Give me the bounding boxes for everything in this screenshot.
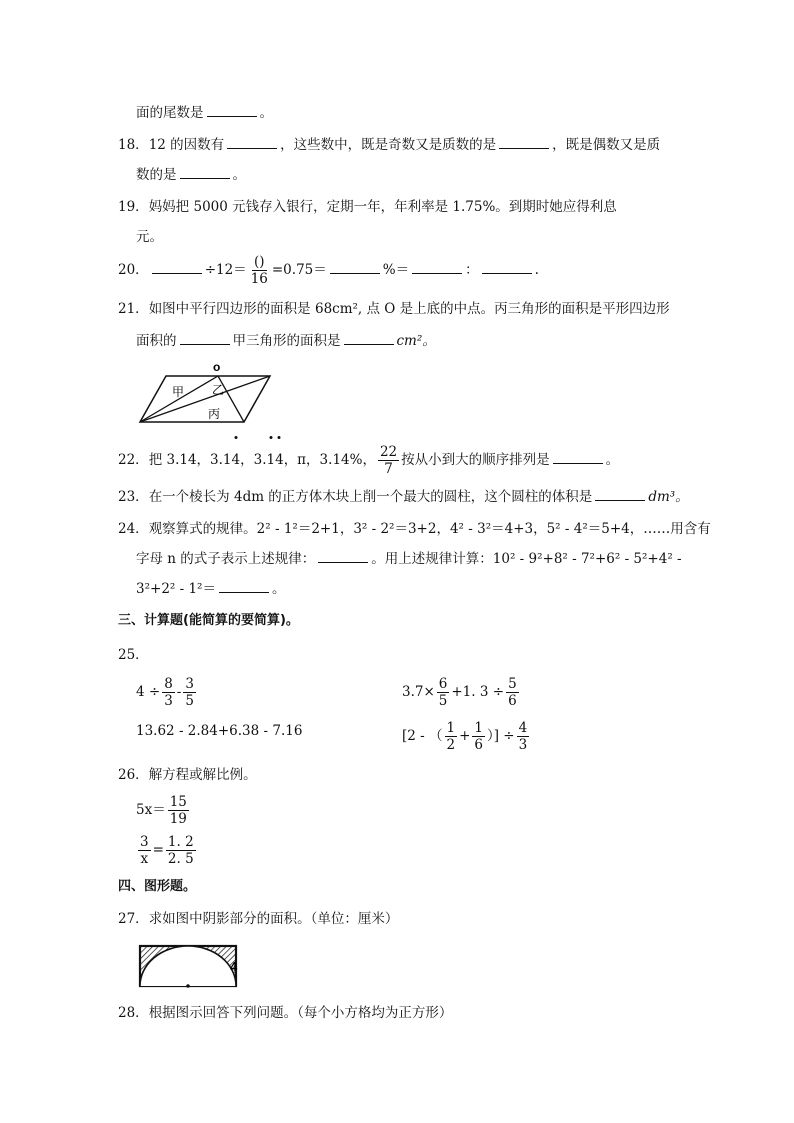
equation-1: 5x＝ $\frac{15}{19}$ — [136, 794, 187, 827]
fraction: $\frac{1}{2}$ — [446, 720, 456, 753]
question-24: 24．观察算式的规律。2² - 1²＝2+1，3² - 2²＝3+2，4² - 3²＝4+3，5² - 4²＝5+4，……用含有 — [118, 521, 711, 537]
q17-tail: 面的尾数是 。 — [136, 105, 273, 121]
question-23: 23．在一个棱长为 4dm 的正方体木块上削一个最大的圆柱，这个圆柱的体积是 dm³。 — [118, 489, 689, 505]
answer-blank[interactable] — [330, 261, 380, 274]
fraction: $\frac{15}{19}$ — [169, 794, 187, 827]
section-title: 四、图形题。 — [118, 879, 197, 894]
fraction: $\frac{8}{3}$ — [164, 676, 173, 709]
answer-blank[interactable] — [482, 261, 532, 274]
question-26: 26．解方程或解比例。 — [118, 767, 257, 783]
question-24-line3: 3²+2² - 1²＝ 。 — [136, 581, 286, 597]
section-title: 三、计算题(能简算的要简算)。 — [118, 613, 299, 628]
answer-blank[interactable] — [553, 451, 603, 464]
question-28: 28．根据图示回答下列问题。（每个小方格均为正方形） — [118, 1005, 453, 1021]
label-jia: 甲 — [172, 385, 185, 399]
question-18-line2: 数的是 。 — [136, 167, 246, 183]
expression-4: [2 - （ $\frac{1}{2}$ + $\frac{1}{6}$ ）] ÷ $\frac{4}{3}$ — [402, 720, 528, 753]
fraction: $\frac{()}{16}$ — [250, 254, 268, 287]
fraction: $\frac{3}{x}$ — [140, 834, 149, 867]
fraction: $\frac{6}{5}$ — [438, 676, 448, 709]
diagonal — [140, 376, 270, 422]
expression-3: 13.62 - 2.84+6.38 - 7.16 — [136, 723, 303, 739]
answer-blank[interactable] — [219, 580, 269, 593]
answer-blank[interactable] — [499, 136, 549, 149]
answer-blank[interactable] — [595, 488, 645, 501]
answer-blank[interactable] — [180, 166, 230, 179]
answer-blank[interactable] — [344, 332, 394, 345]
question-18: 18．12 的因数有 ，这些数中，既是奇数又是质数的是 ，既是偶数又是质 — [118, 137, 661, 153]
answer-blank[interactable] — [152, 261, 202, 274]
semicircle-figure — [136, 940, 246, 992]
answer-blank[interactable] — [412, 261, 462, 274]
expression-2: 3.7× $\frac{6}{5}$ +1. 3 ÷ $\frac{5}{6}$ — [402, 676, 517, 709]
answer-blank[interactable] — [318, 550, 368, 563]
question-19-line2: 元。 — [136, 229, 163, 245]
fraction: $\frac{5}{6}$ — [508, 676, 517, 709]
question-19: 19．妈妈把 5000 元钱存入银行，定期一年，年利率是 1.75%。到期时她应得利息 — [118, 199, 617, 215]
label-o: o — [213, 360, 221, 374]
fraction: $\frac{1. 2}{2. 5}$ — [167, 834, 194, 867]
question-21-line2: 面积的 甲三角形的面积是 cm²。 — [136, 333, 436, 349]
fraction: $\frac{22}{7}$ — [379, 444, 398, 477]
fraction: $\frac{3}{5}$ — [185, 676, 194, 709]
equation-2: $\frac{3}{x}$ = $\frac{1. 2}{2. 5}$ — [140, 834, 194, 867]
label-bing: 丙 — [208, 407, 221, 421]
fraction: $\frac{4}{3}$ — [518, 720, 528, 753]
answer-blank[interactable] — [180, 332, 230, 345]
dimension-label: 4 — [230, 959, 238, 974]
question-25: 25． — [118, 647, 149, 663]
question-20: 20． ÷12＝ $\frac{()}{16}$ =0.75＝ %＝ ： . — [118, 254, 539, 287]
answer-blank[interactable] — [227, 136, 277, 149]
question-22: 22．把 3.14，3.14，3.14，π，3.14%， $\frac{22}{7}$ 按从小到大的顺序排列是 。 — [118, 444, 620, 477]
answer-blank[interactable] — [207, 104, 257, 117]
question-27: 27．求如图中阴影部分的面积。（单位：厘米） — [118, 911, 399, 927]
question-21: 21．如图中平行四边形的面积是 68cm², 点 O 是上底的中点。丙三角形的面积是平形四边形 — [118, 301, 670, 317]
center-point — [186, 984, 190, 988]
label-yi: 乙 — [212, 383, 225, 397]
fraction: $\frac{1}{6}$ — [474, 720, 483, 753]
parallelogram-figure — [136, 358, 276, 428]
question-24-line2: 字母 n 的式子表示上述规律： 。用上述规律计算：10² - 9²+8² - 7²+6² - 5²+4² - — [136, 551, 682, 567]
expression-1: 4 ÷ $\frac{8}{3}$ - $\frac{3}{5}$ — [136, 676, 194, 709]
